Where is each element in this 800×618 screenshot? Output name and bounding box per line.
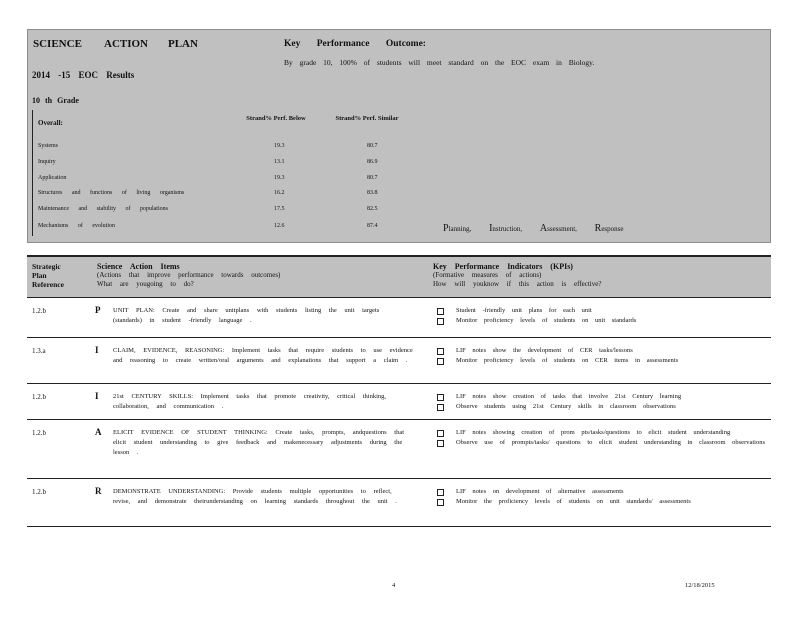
checkbox-icon bbox=[437, 358, 444, 365]
checkbox-icon bbox=[437, 499, 444, 506]
strand-below-value: 17.5 bbox=[274, 206, 285, 212]
table-row bbox=[27, 420, 771, 479]
kpi-text: Monitor proficiency levels of students on unit standards bbox=[456, 317, 637, 324]
pira-rest: ssessment, bbox=[547, 225, 577, 233]
table-row bbox=[27, 384, 771, 420]
kpi-text: Student -friendly unit plans for each unit bbox=[456, 307, 592, 314]
row-kpi-list bbox=[437, 392, 767, 412]
pira-initial: I bbox=[489, 223, 493, 234]
kpi-item bbox=[437, 497, 767, 507]
checkbox-icon bbox=[437, 394, 444, 401]
checkbox-icon bbox=[437, 430, 444, 437]
kpo-title: Key Performance Outcome: bbox=[284, 39, 426, 49]
checkbox-icon bbox=[437, 348, 444, 355]
pira-initial: P bbox=[443, 223, 449, 234]
strand-name: Inquiry bbox=[38, 159, 56, 165]
checkbox-icon bbox=[437, 318, 444, 325]
pira-rest: nstruction, bbox=[492, 225, 523, 233]
title-science: SCIENCE bbox=[33, 38, 82, 50]
kpi-text: LIF notes show the development of CER tasks/lessons bbox=[456, 347, 633, 354]
row-pira-letter: P bbox=[95, 305, 101, 315]
kpi-text: Observe students using 21st Century skills in classroom observations bbox=[456, 403, 676, 410]
kpi-item bbox=[437, 428, 767, 438]
strand-name: Mechanisms of evolution bbox=[38, 223, 115, 229]
row-action-text: ELICIT EVIDENCE OF STUDENT THINKING: Create tasks, prompts, andquestions that elicit student understanding to give feedback and makenecessary adjustments during the lesson . bbox=[113, 429, 405, 456]
row-kpi-list bbox=[437, 428, 767, 448]
checkbox-icon bbox=[437, 489, 444, 496]
page-number: 4 bbox=[392, 582, 396, 589]
kpi-item bbox=[437, 438, 767, 448]
col-strand-similar: Strand% Perf. Similar bbox=[335, 115, 399, 122]
table-row bbox=[27, 479, 771, 527]
col-action-items bbox=[97, 262, 280, 289]
col2-question: What are yougoing to do? bbox=[97, 280, 194, 288]
kpi-text: LIF notes show creation of tasks that involve 21st Century learning bbox=[456, 393, 682, 400]
strand-below-value: 13.1 bbox=[274, 159, 285, 165]
strand-below-value: 19.3 bbox=[274, 175, 285, 181]
pira-legend bbox=[443, 223, 639, 234]
strand-similar-value: 80.7 bbox=[367, 175, 378, 181]
col2-subtitle: (Actions that improve performance towards outcomes) bbox=[97, 271, 281, 279]
kpi-item bbox=[437, 487, 767, 497]
eoc-results-heading: 2014 -15 EOC Results bbox=[32, 70, 135, 80]
kpi-item bbox=[437, 316, 767, 326]
row-kpi-list bbox=[437, 346, 767, 366]
strand-below-value: 16.2 bbox=[274, 190, 285, 196]
kpi-text: Observe use of prompts/tasks/ questions to elicit student understanding in classroom observations bbox=[456, 439, 766, 446]
kpi-item bbox=[437, 402, 767, 412]
col3-subtitle: (Formative measures of actions) bbox=[433, 271, 542, 279]
row-kpi-list bbox=[437, 487, 767, 507]
checkbox-icon bbox=[437, 404, 444, 411]
row-action-text: 21st CENTURY SKILLS: Implement tasks that promote creativity, critical thinking, collaboration, and communication . bbox=[113, 393, 387, 410]
strand-name: Maintenance and stability of populations bbox=[38, 206, 168, 212]
table-row bbox=[27, 298, 771, 338]
col-kpis bbox=[433, 262, 601, 289]
strand-similar-value: 87.4 bbox=[367, 223, 378, 229]
overall-label: Overall: bbox=[38, 119, 63, 127]
row-pira-letter: I bbox=[95, 345, 99, 355]
strand-similar-value: 80.7 bbox=[367, 143, 378, 149]
row-action-text: UNIT PLAN: Create and share unitplans with students listing the unit targets (standards) in student -friendly language . bbox=[113, 307, 380, 324]
checkbox-icon bbox=[437, 440, 444, 447]
checkbox-icon bbox=[437, 308, 444, 315]
kpi-item bbox=[437, 392, 767, 402]
kpi-item bbox=[437, 346, 767, 356]
strand-name: Structures and functions of living organisms bbox=[38, 190, 185, 196]
col3-title: Key Performance Indicators (KPIs) bbox=[433, 262, 573, 271]
col1-line: Strategic bbox=[32, 262, 61, 271]
row-pira-letter: R bbox=[95, 486, 102, 496]
kpi-text: LIF notes on development of alternative assessments bbox=[456, 488, 624, 495]
kpi-text: LIF notes showing creation of prom pts/tasks/questions to elicit student understanding bbox=[456, 429, 731, 436]
kpi-text: Monitor proficiency levels of students on CER items in assessments bbox=[456, 357, 679, 364]
strand-below-value: 12.6 bbox=[274, 223, 285, 229]
strand-name: Application bbox=[38, 175, 67, 181]
grade-heading: 10 th Grade bbox=[32, 96, 79, 105]
col3-question: How will youknow if this action is effective? bbox=[433, 280, 602, 288]
pira-rest: esponse bbox=[601, 225, 624, 233]
col1-line: Reference bbox=[32, 280, 64, 289]
strand-similar-value: 82.5 bbox=[367, 206, 378, 212]
row-kpi-list bbox=[437, 306, 767, 326]
row-reference: 1.3.a bbox=[32, 347, 46, 355]
strand-name: Systems bbox=[38, 143, 59, 149]
row-pira-letter: A bbox=[95, 427, 102, 437]
row-reference: 1.2.b bbox=[32, 307, 46, 315]
kpo-text: By grade 10, 100% of students will meet standard on the EOC exam in Biology. bbox=[284, 58, 595, 67]
row-reference: 1.2.b bbox=[32, 488, 46, 496]
row-reference: 1.2.b bbox=[32, 429, 46, 437]
pira-initial: R bbox=[594, 223, 602, 234]
col-strand-below: Strand% Perf. Below bbox=[246, 115, 306, 122]
row-action-text: DEMONSTRATE UNDERSTANDING: Provide students multiple opportunities to reflect, revise, and demonstrate theirunderstanding on learning standards throughout the unit . bbox=[113, 488, 397, 505]
strand-table bbox=[32, 110, 408, 236]
strand-similar-value: 83.8 bbox=[367, 190, 378, 196]
row-action-text: CLAIM, EVIDENCE, REASONING: Implement tasks that require students to use evidence and reasoning to create written/oral arguments and explanations that support a claim . bbox=[113, 347, 413, 364]
strand-below-value: 19.3 bbox=[274, 143, 285, 149]
table-row bbox=[27, 338, 771, 384]
kpi-item bbox=[437, 306, 767, 316]
col1-line: Plan bbox=[32, 271, 47, 280]
kpi-item bbox=[437, 356, 767, 366]
row-reference: 1.2.b bbox=[32, 393, 46, 401]
footer-date: 12/18/2015 bbox=[685, 582, 715, 589]
strand-similar-value: 86.9 bbox=[367, 159, 378, 165]
col2-title: Science Action Items bbox=[97, 262, 180, 271]
title-action: ACTION bbox=[104, 38, 149, 50]
row-pira-letter: I bbox=[95, 391, 99, 401]
pira-initial: A bbox=[539, 223, 548, 234]
title-plan: PLAN bbox=[168, 38, 198, 50]
kpi-text: Monitor the proficiency levels of students on unit standards/ assessments bbox=[456, 498, 691, 505]
action-table-header bbox=[27, 255, 771, 298]
col-strategic-plan-reference bbox=[32, 262, 64, 289]
pira-rest: lanning, bbox=[448, 225, 472, 233]
